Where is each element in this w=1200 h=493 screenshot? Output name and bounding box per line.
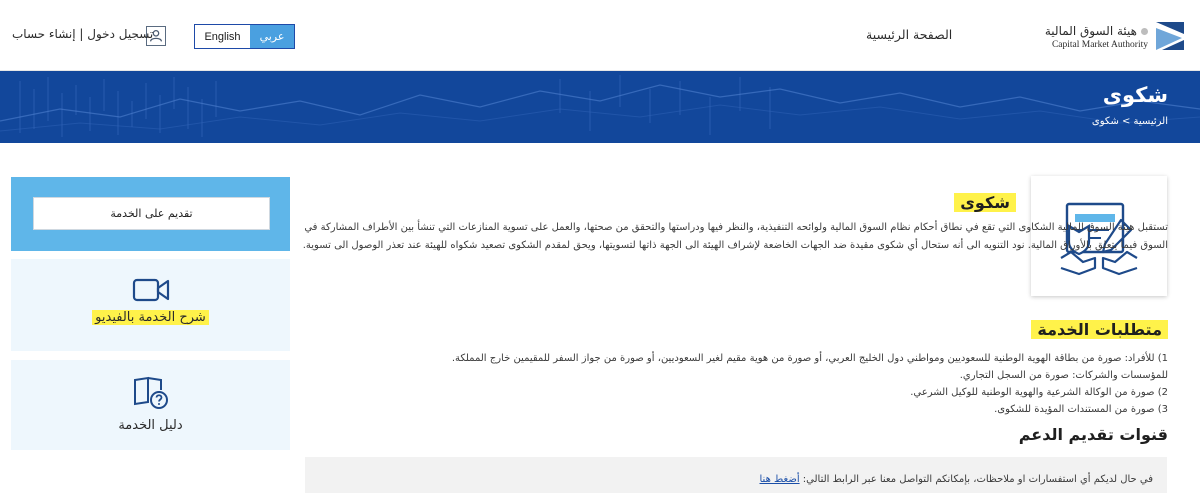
logo-arabic-text <box>1045 24 1148 38</box>
apply-service-button[interactable]: تقديم على الخدمة <box>33 197 270 230</box>
apply-panel <box>11 177 290 251</box>
video-guide-label-wrap <box>11 310 290 325</box>
language-switcher <box>194 24 295 49</box>
requirement-item: 1) للأفراد: صورة من بطاقة الهوية الوطنية للسعوديين ومواطني دول الخليج العربي، أو صورة من هوية مقيم لغير السعوديين، أو صورة من جواز السفر للمقيمين خارج المملكة. <box>451 353 1168 364</box>
logo-dot-icon <box>1141 28 1148 35</box>
requirement-item: 3) صورة من المستندات المؤيدة للشكوى. <box>994 404 1168 415</box>
page-title: شكوى <box>1102 83 1168 107</box>
requirements-list <box>300 350 1168 418</box>
requirements-title-text: متطلبات الخدمة <box>1031 320 1168 339</box>
banner-chart-background <box>0 71 1200 143</box>
video-camera-icon <box>132 277 170 303</box>
service-description: تستقبل هيئة السوق المالية الشكاوى التي تقع في نطاق أحكام نظام السوق المالية ولوائحه التنفيذية، والنظر فيها ودراستها والتحقق من صحتها، والعمل على تسوية المنازعات التي تنشأ بين الأطراف المشاركة في السوق فيما يتعلق بالأوراق المالية. نود التنويه الى أنه ستحال أي شكوى مقيدة ضد الجهات الخاضعة لإشراف الهيئة الى الجهة ذاتها لتسويتها، ويحق لمقدم الشكوى تصعيد شكواه للهيئة عند تعذر الوصول الى تسوية. <box>302 222 1168 251</box>
video-guide-card[interactable] <box>11 259 290 351</box>
logo-english-text: Capital Market Authority <box>1051 40 1148 50</box>
lang-arabic-button[interactable]: عربي <box>250 25 294 48</box>
support-link[interactable]: أضغط هنا <box>759 474 800 485</box>
support-text <box>760 474 1154 485</box>
cma-logo-mark-icon <box>1156 22 1184 50</box>
nav-home-link[interactable]: الصفحة الرئيسية <box>866 27 953 42</box>
service-title-text: شكوى <box>954 193 1016 212</box>
support-message: في حال لديكم أي استفسارات او ملاحظات، بإمكانكم التواصل معنا عبر الرابط التالي: <box>802 474 1153 485</box>
site-header <box>0 0 1200 71</box>
requirement-item: للمؤسسات والشركات: صورة من السجل التجاري. <box>959 370 1168 381</box>
video-guide-label: شرح الخدمة بالفيديو <box>92 310 209 325</box>
support-box <box>305 457 1167 493</box>
service-guide-label: دليل الخدمة <box>118 418 183 433</box>
breadcrumb[interactable]: الرئيسية > شكوى <box>1091 116 1168 127</box>
requirement-item: 2) صورة من الوكالة الشرعية والهوية الوطنية للوكيل الشرعي. <box>910 387 1168 398</box>
service-title <box>954 193 1016 212</box>
book-question-icon <box>131 372 171 412</box>
lang-english-button[interactable]: English <box>195 25 250 48</box>
cma-logo[interactable] <box>1024 22 1184 56</box>
login-register-link[interactable]: تسجيل دخول | إنشاء حساب <box>12 27 154 41</box>
page-banner <box>0 71 1200 143</box>
logo-arabic-label: هيئة السوق المالية <box>1044 24 1137 38</box>
requirements-title <box>1031 320 1168 339</box>
service-guide-card[interactable] <box>11 360 290 450</box>
support-channels-title: قنوات تقديم الدعم <box>1018 425 1168 444</box>
